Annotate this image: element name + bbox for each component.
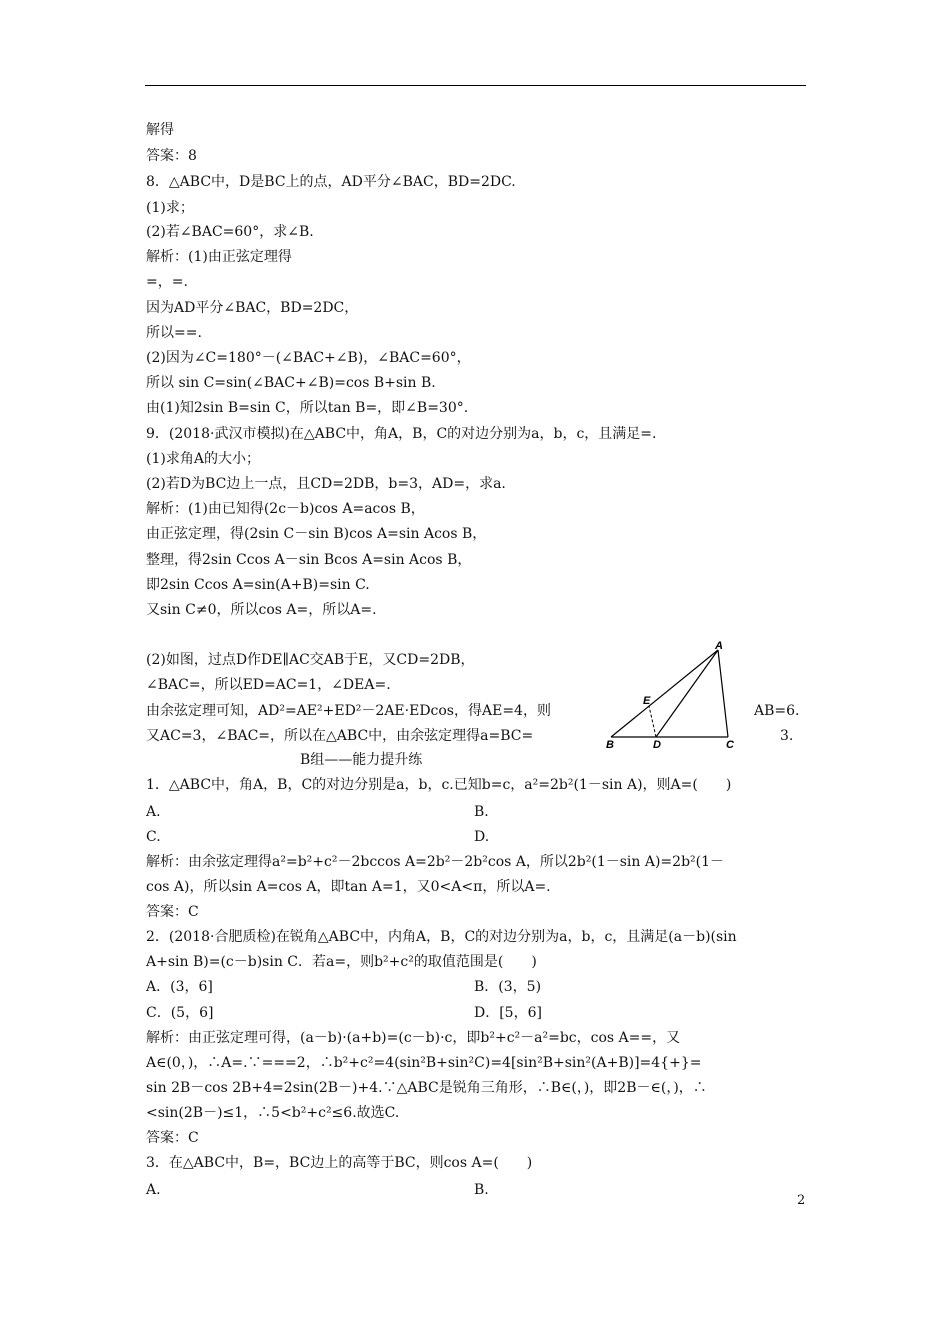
text-line: =，=. xyxy=(146,274,188,290)
text-line: 又sin C≠0，所以cos A=，所以A=. xyxy=(146,602,377,618)
text-line: 由(1)知2sin B=sin C，所以tan B=，即∠B=30°. xyxy=(146,400,469,416)
text-line: 所以 sin C=sin(∠BAC+∠B)=cos B+sin B. xyxy=(146,375,436,391)
text-line: 解析：(1)由已知得(2c－b)cos A=acos B， xyxy=(146,501,425,517)
text-line: (1)求； xyxy=(146,200,194,216)
text-line: 解析：由正弦定理可得，(a－b)·(a+b)=(c－b)·c，即b²+c²－a²=bc，cos A==，又 xyxy=(146,1030,681,1046)
text-line: A+sin B)=(c－b)sin C．若a=，则b²+c²的取值范围是( ) xyxy=(146,954,537,970)
text-line: cos A)，所以sin A=cos A，即tan A=1，又0<A<π，所以A=. xyxy=(146,879,551,895)
text-line: 解析：(1)由正弦定理得 xyxy=(146,249,292,265)
text-line: 由正弦定理，得(2sin C－sin B)cos A=sin Acos B， xyxy=(146,526,487,542)
option-line: B. xyxy=(474,1182,489,1198)
text-line: 所以==. xyxy=(146,325,202,341)
side-text: 3. xyxy=(780,728,794,744)
text-line: 因为AD平分∠BAC，BD=2DC， xyxy=(146,300,359,316)
text-line: 9．(2018·武汉市模拟)在△ABC中，角A，B，C的对边分别为a，b，c，且满足=. xyxy=(146,426,657,442)
text-line: 解得 xyxy=(146,122,174,138)
label-c: C xyxy=(726,739,734,751)
header-rule xyxy=(145,85,806,86)
text-line: (2)若D为BC边上一点，且CD=2DB，b=3，AD=，求a. xyxy=(146,476,506,492)
option-line: A．(3，6] xyxy=(146,979,213,995)
text-line: ∠BAC=，所以ED=AC=1，∠DEA=. xyxy=(146,677,391,693)
section-heading: B组——能力提升练 xyxy=(300,752,423,768)
text-line: 解析：由余弦定理得a²=b²+c²－2bccos A=2b²－2b²cos A，所以2b²(1－sin A)=2b²(1－ xyxy=(146,854,725,870)
text-line: 3．在△ABC中，B=，BC边上的高等于BC，则cos A=( ) xyxy=(146,1155,533,1171)
text-line: 2．(2018·合肥质检)在锐角△ABC中，内角A，B，C的对边分别为a，b，c，且满足(a－b)(sin xyxy=(146,929,737,945)
side-text: AB=6. xyxy=(754,703,800,719)
text-line: 1．△ABC中，角A，B，C的对边分别是a，b，c.已知b=c，a²=2b²(1－sin A)，则A=( ) xyxy=(146,777,732,793)
option-line: C. xyxy=(146,829,161,845)
text-line: 答案：C xyxy=(146,1130,199,1146)
option-line: D. xyxy=(474,829,490,845)
label-e: E xyxy=(643,695,651,707)
label-d: D xyxy=(653,739,661,751)
option-line: A. xyxy=(146,804,161,820)
text-line: 8．△ABC中，D是BC上的点，AD平分∠BAC，BD=2DC. xyxy=(146,174,516,190)
text-line: (1)求角A的大小； xyxy=(146,451,260,467)
option-line: B．(3，5) xyxy=(474,979,542,995)
text-line: 即2sin Ccos A=sin(A+B)=sin C. xyxy=(146,577,370,593)
text-line: 答案：8 xyxy=(146,148,197,164)
text-line: (2)如图，过点D作DE∥AC交AB于E，又CD=2DB， xyxy=(146,652,475,668)
page-number: 2 xyxy=(797,1193,806,1208)
text-line: 答案：C xyxy=(146,904,199,920)
text-line: (2)因为∠C=180°－(∠BAC+∠B)，∠BAC=60°， xyxy=(146,350,471,366)
option-line: B. xyxy=(474,804,489,820)
text-line: (2)若∠BAC=60°，求∠B. xyxy=(146,224,314,240)
label-a: A xyxy=(715,640,723,652)
text-line: 由余弦定理可知，AD²=AE²+ED²－2AE·EDcos，得AE=4，则 xyxy=(146,703,551,719)
label-b: B xyxy=(606,739,614,751)
text-line: <sin(2B－)≤1，∴5<b²+c²≤6.故选C. xyxy=(146,1105,400,1121)
option-line: A. xyxy=(146,1182,161,1198)
option-line: C．(5，6] xyxy=(146,1005,214,1021)
text-line: sin 2B－cos 2B+4=2sin(2B－)+4.∵△ABC是锐角三角形，∴B∈(，)，即2B－∈(，)，∴ xyxy=(146,1080,707,1096)
text-line: A∈(0，)，∴A=.∵===2，∴b²+c²=4(sin²B+sin²C)=4[sin²B+sin²(A+B)]=4{+}= xyxy=(146,1055,702,1071)
text-line: 整理，得2sin Ccos A－sin Bcos A=sin Acos B， xyxy=(146,552,472,568)
text-line: 又AC=3，∠BAC=，所以在△ABC中，由余弦定理得a=BC= xyxy=(146,728,534,744)
option-line: D．[5，6] xyxy=(474,1005,542,1021)
triangle-figure xyxy=(603,640,763,755)
